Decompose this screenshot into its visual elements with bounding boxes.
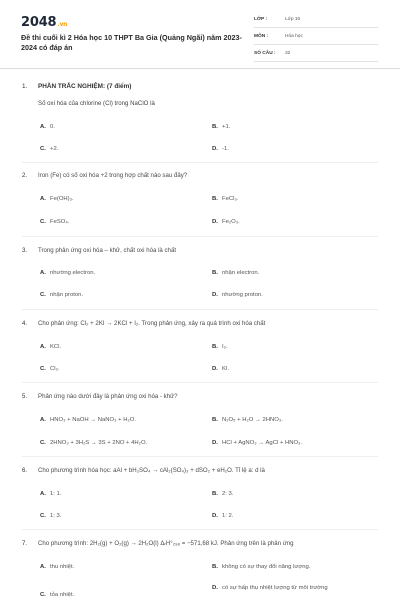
option-text: có sự hấp thụ nhiệt lượng từ môi trường <box>222 585 328 591</box>
option-text: 1: 2. <box>222 513 234 519</box>
option-c[interactable] <box>40 292 83 298</box>
question-number: 4. <box>22 320 28 327</box>
option-a[interactable] <box>40 270 95 276</box>
header-divider <box>0 68 400 69</box>
option-text: 2: 3. <box>222 491 234 497</box>
question-number: 3. <box>22 247 28 254</box>
option-text: KCl. <box>50 344 62 350</box>
logo-main: 2048 <box>21 15 57 30</box>
option-letter: D. <box>212 219 218 225</box>
question-text: Cho phản ứng: Cl₂ + 2KI → 2KCl + I₂. Trong phản ứng, xảy ra quá trình oxi hóa chất <box>38 320 266 327</box>
row-divider <box>22 382 378 383</box>
logo-suffix: .vn <box>57 21 68 28</box>
option-text: 0. <box>50 124 55 130</box>
option-letter: A. <box>40 417 46 423</box>
meta-value: Hóa học <box>285 34 303 39</box>
option-letter: B. <box>212 196 218 202</box>
option-text: không có sự thay đổi năng lượng. <box>222 564 311 570</box>
question-5 <box>22 393 178 400</box>
row-divider <box>22 529 378 530</box>
option-text: 2HNO₃ + 3H₂S → 3S + 2NO + 4H₂O. <box>50 440 148 446</box>
question-number: 5. <box>22 393 28 400</box>
option-text: nhận proton. <box>50 292 84 298</box>
option-letter: B. <box>212 417 218 423</box>
meta-value: 32 <box>285 51 291 56</box>
question-text: Phản ứng nào dưới đây là phản ứng oxi hóa - khử? <box>38 393 178 400</box>
question-4 <box>22 320 265 327</box>
site-logo[interactable] <box>21 15 67 30</box>
option-text: thu nhiệt. <box>50 564 75 570</box>
row-divider <box>22 236 378 237</box>
option-b[interactable] <box>212 344 228 350</box>
option-text: N₂O₅ + H₂O → 2HNO₃. <box>222 417 283 423</box>
option-text: KI. <box>222 366 230 372</box>
option-letter: B. <box>212 270 218 276</box>
question-7 <box>22 540 294 547</box>
option-letter: A. <box>40 564 46 570</box>
section-heading: PHẦN TRẮC NGHIỆM: (7 điểm) <box>38 83 132 90</box>
option-letter: C. <box>40 366 46 372</box>
question-number: 7. <box>22 540 28 547</box>
meta-row-class <box>254 14 378 28</box>
option-c[interactable] <box>40 440 147 446</box>
option-letter: A. <box>40 270 46 276</box>
option-a[interactable] <box>40 344 61 350</box>
option-text: +1. <box>222 124 231 130</box>
option-letter: D. <box>212 585 218 591</box>
option-letter: D. <box>212 292 218 298</box>
option-letter: D. <box>212 513 218 519</box>
question-number: 6. <box>22 467 28 474</box>
option-text: HCl + AgNO₃ → AgCl + HNO₃. <box>222 440 303 446</box>
option-b[interactable] <box>212 270 259 276</box>
question-6 <box>22 467 265 474</box>
meta-label: LỚP : <box>254 17 268 22</box>
option-letter: A. <box>40 491 46 497</box>
option-text: 1: 1. <box>50 491 62 497</box>
meta-value: Lớp 10 <box>285 17 301 22</box>
question-text: Cho phương trình hóa học: aAl + bH₂SO₄ → cAl₂(SO₄)₃ + dSO₂ + eH₂O. Tỉ lệ a: d là <box>38 467 265 474</box>
row-divider <box>22 162 378 163</box>
option-text: Fe₂O₃. <box>222 219 240 225</box>
option-text: HNO₃ + NaOH → NaNO₃ + H₂O. <box>50 417 136 423</box>
option-text: +2. <box>50 146 59 152</box>
meta-label: MÔN : <box>254 34 269 39</box>
option-c[interactable] <box>40 219 69 225</box>
option-letter: B. <box>212 124 218 130</box>
option-d[interactable] <box>212 366 229 372</box>
option-letter: C. <box>40 219 46 225</box>
option-text: -1. <box>222 146 229 152</box>
option-c[interactable] <box>40 592 74 598</box>
option-letter: C. <box>40 592 46 598</box>
question-2 <box>22 172 187 179</box>
option-text: nhường electron. <box>50 270 96 276</box>
question-3 <box>22 247 176 254</box>
option-letter: B. <box>212 344 218 350</box>
document-meta <box>254 14 378 65</box>
option-a[interactable] <box>40 196 74 202</box>
question-text: Cho phương trình: 2H₂(g) + O₂(g) → 2H₂O(l) ΔᵣH°₂₉₈ = −571,68 kJ. Phản ứng trên là phản ứng <box>38 540 294 547</box>
option-text: FeSO₄. <box>50 219 70 225</box>
option-text: tỏa nhiệt. <box>50 592 75 598</box>
option-c[interactable] <box>40 366 60 372</box>
option-letter: C. <box>40 513 46 519</box>
meta-label: SỐ CÂU : <box>254 51 276 56</box>
option-letter: C. <box>40 292 46 298</box>
option-text: Cl₂. <box>50 366 60 372</box>
question-text: Trong phản ứng oxi hóa – khử, chất oxi hóa là chất <box>38 247 177 254</box>
meta-row-count <box>254 48 378 62</box>
option-b[interactable] <box>212 124 230 130</box>
option-a[interactable] <box>40 417 136 423</box>
option-b[interactable] <box>212 564 310 570</box>
option-b[interactable] <box>212 491 233 497</box>
option-letter: C. <box>40 146 46 152</box>
option-text: I₂. <box>222 344 228 350</box>
option-d[interactable] <box>212 292 263 298</box>
option-a[interactable] <box>40 124 55 130</box>
option-d[interactable] <box>212 219 240 225</box>
option-d[interactable] <box>212 585 328 591</box>
document-title: Đề thi cuối kì 2 Hóa học 10 THPT Ba Gia (Quảng Ngãi) năm 2023-2024 có đáp án <box>21 33 242 52</box>
row-divider <box>22 309 378 310</box>
section-number: 1. <box>22 83 28 90</box>
option-text: nhường proton. <box>222 292 263 298</box>
option-letter: A. <box>40 344 46 350</box>
option-letter: C. <box>40 440 46 446</box>
question-text: Số oxi hóa của chlorine (Cl) trong NaClO là <box>38 100 155 107</box>
page-header <box>0 0 400 68</box>
meta-row-subject <box>254 31 378 45</box>
option-letter: D. <box>212 366 218 372</box>
option-b[interactable] <box>212 417 283 423</box>
question-number: 2. <box>22 172 28 179</box>
option-d[interactable] <box>212 513 233 519</box>
option-letter: D. <box>212 146 218 152</box>
option-letter: D. <box>212 440 218 446</box>
option-text: 1: 3. <box>50 513 62 519</box>
row-divider <box>22 456 378 457</box>
option-letter: B. <box>212 564 218 570</box>
option-letter: A. <box>40 196 46 202</box>
option-d[interactable] <box>212 146 229 152</box>
option-a[interactable] <box>40 564 74 570</box>
option-letter: A. <box>40 124 46 130</box>
option-text: Fe(OH)₃. <box>50 196 74 202</box>
section-title <box>22 83 131 90</box>
option-text: nhận electron. <box>222 270 260 276</box>
option-c[interactable] <box>40 513 61 519</box>
option-b[interactable] <box>212 196 238 202</box>
question-text: Iron (Fe) có số oxi hóa +2 trong hợp chất nào sau đây? <box>38 172 188 179</box>
option-d[interactable] <box>212 440 302 446</box>
option-letter: B. <box>212 491 218 497</box>
option-text: FeCl₃. <box>222 196 239 202</box>
option-a[interactable] <box>40 491 61 497</box>
option-c[interactable] <box>40 146 58 152</box>
